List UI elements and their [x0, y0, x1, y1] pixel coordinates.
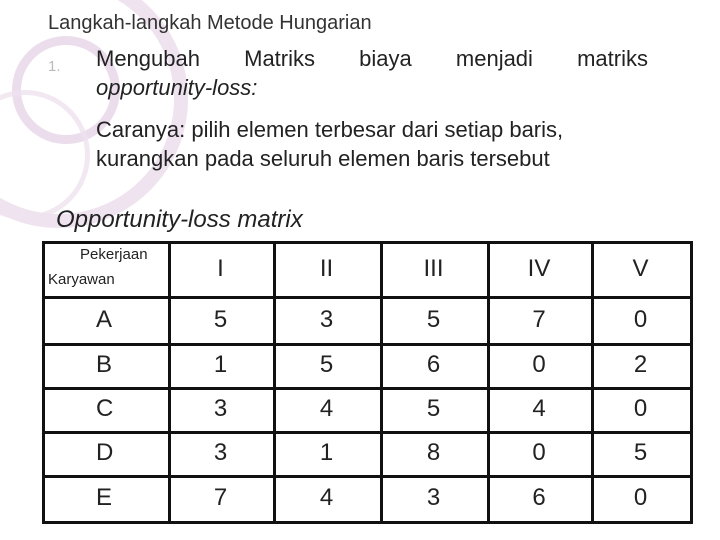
table-cell: 7 — [213, 484, 228, 511]
table-cell: 1 — [213, 351, 228, 378]
table-cell: 5 — [213, 305, 228, 333]
row-label: C — [96, 395, 114, 422]
corner-header-karyawan: Karyawan — [48, 271, 115, 288]
table-cell: 5 — [319, 351, 334, 378]
table-cell: 0 — [633, 484, 648, 511]
corner-header-pekerjaan: Pekerjaan — [80, 246, 148, 263]
table-row-line — [42, 241, 693, 244]
column-header: IV — [527, 254, 551, 282]
row-label: D — [96, 439, 114, 466]
table-cell: 0 — [633, 305, 648, 333]
table-column-line — [690, 241, 693, 524]
table-cell: 6 — [532, 484, 546, 511]
table-cell: 3 — [426, 484, 441, 511]
point-1-word: menjadi — [455, 46, 533, 71]
point-1 — [96, 44, 648, 102]
table-cell: 3 — [213, 439, 228, 466]
point-2 — [96, 115, 648, 173]
row-label: A — [96, 305, 113, 333]
point-1-line-2: opportunity-loss: — [96, 75, 258, 100]
table-cell: 4 — [319, 484, 334, 511]
list-number: 1. — [48, 58, 61, 75]
table-row-line — [42, 296, 693, 299]
point-1-word: Matriks — [244, 46, 316, 71]
table-row-line — [42, 521, 693, 524]
table-cell: 0 — [633, 395, 648, 422]
point-1-line-1 — [96, 44, 648, 73]
point-1-word: biaya — [359, 46, 412, 71]
table-cell: 8 — [426, 439, 441, 466]
row-label: E — [96, 484, 113, 511]
column-header: II — [319, 254, 334, 282]
table-cell: 5 — [633, 439, 648, 466]
table-row-line — [42, 387, 693, 390]
point-1-word: Mengubah — [96, 46, 200, 71]
table-cell: 5 — [426, 395, 441, 422]
table-cell: 0 — [532, 351, 546, 378]
matrix-title: Opportunity-loss matrix — [56, 206, 303, 233]
table-cell: 6 — [426, 351, 441, 378]
point-2-line-1: Caranya: pilih elemen terbesar dari setiap baris, — [96, 117, 564, 142]
point-2-line-2: kurangkan pada seluruh elemen baris tersebut — [96, 146, 550, 171]
column-header: III — [423, 254, 444, 282]
column-header: I — [217, 254, 224, 282]
point-1-word: matriks — [577, 46, 648, 71]
table-row-line — [42, 431, 693, 434]
slide-heading: Langkah-langkah Metode Hungarian — [48, 12, 372, 34]
table-cell: 4 — [319, 395, 334, 422]
table-cell: 3 — [213, 395, 228, 422]
table-row-line — [42, 475, 693, 478]
table-cell: 0 — [532, 439, 546, 466]
row-label: B — [96, 351, 113, 378]
table-column-line — [42, 241, 45, 524]
table-cell: 2 — [633, 351, 648, 378]
table-cell: 5 — [426, 305, 441, 333]
table-cell: 3 — [319, 305, 334, 333]
table-cell: 4 — [532, 395, 546, 422]
table-row-line — [42, 343, 693, 346]
table-cell: 1 — [319, 439, 334, 466]
column-header: V — [632, 254, 649, 282]
table-cell: 7 — [532, 305, 546, 333]
